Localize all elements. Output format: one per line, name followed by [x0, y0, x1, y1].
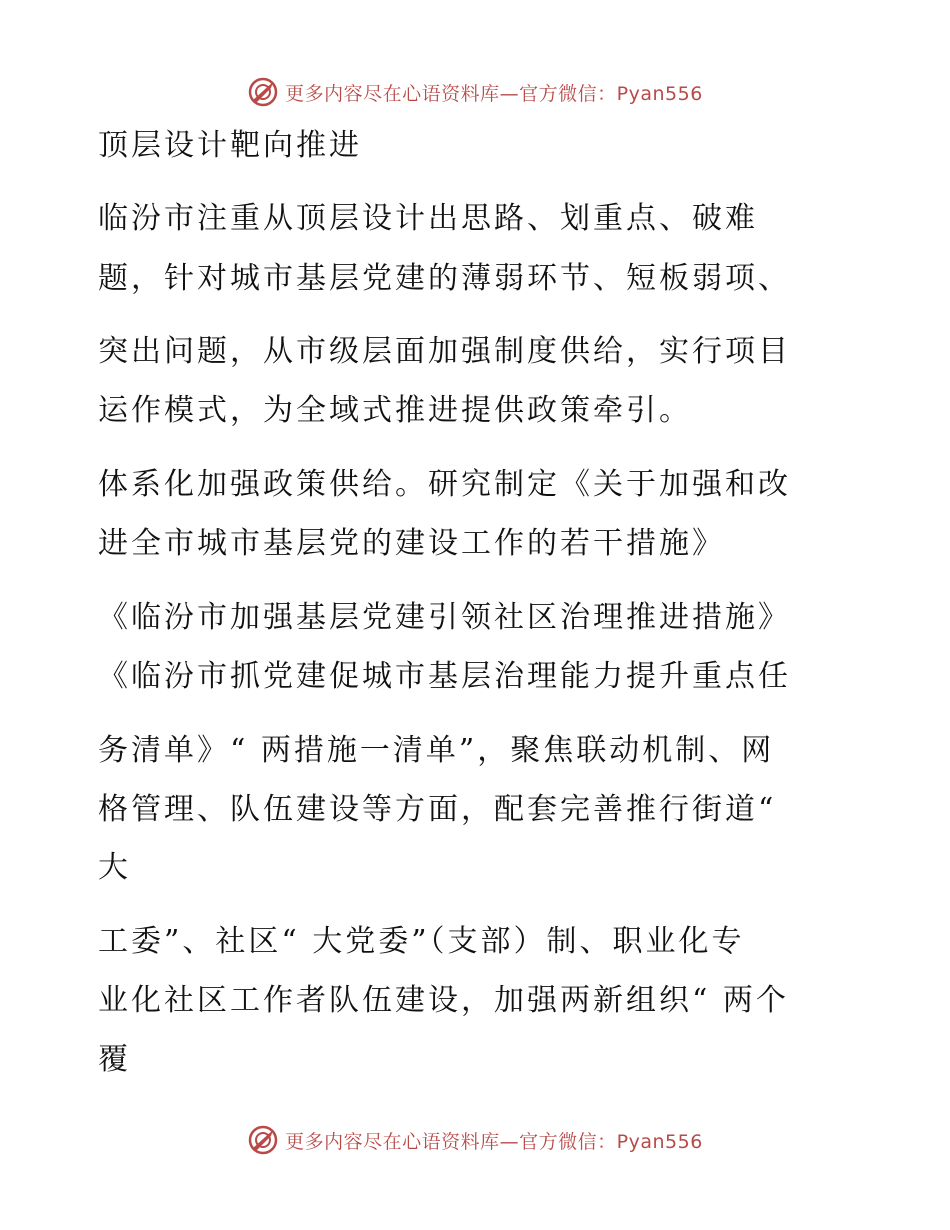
body-line: 题，针对城市基层党建的薄弱环节、短板弱项、: [98, 261, 791, 296]
body-line: 业化社区工作者队伍建设，加强两新组织“ 两个: [98, 983, 789, 1018]
body-line: 工委”、社区“ 大党委”（支部）制、职业化专: [98, 924, 745, 959]
header-banner-text: 更多内容尽在心语资料库—官方微信：Pyan556: [285, 82, 703, 105]
footer-banner: [0, 1120, 950, 1160]
body-line: 临汾市注重从顶层设计出思路、划重点、破难: [98, 201, 758, 236]
brand-logo-icon: [247, 1124, 279, 1156]
body-line: 《临汾市加强基层党建引领社区治理推进措施》: [98, 600, 791, 635]
body-line: 《临汾市抓党建促城市基层治理能力提升重点任: [98, 659, 791, 694]
body-line: 顶层设计靶向推进: [98, 128, 362, 163]
body-line: 覆: [98, 1042, 131, 1077]
header-banner: [0, 72, 950, 112]
body-line: 运作模式，为全域式推进提供政策牵引。: [98, 393, 692, 428]
footer-banner-text: 更多内容尽在心语资料库—官方微信：Pyan556: [285, 1130, 703, 1153]
body-line: 突出问题，从市级层面加强制度供给，实行项目: [98, 334, 791, 369]
body-line: 进全市城市基层党的建设工作的若干措施》: [98, 526, 725, 561]
body-line: 体系化加强政策供给。研究制定《关于加强和改: [98, 467, 791, 502]
body-line: 务清单》“ 两措施一清单”，聚焦联动机制、网: [98, 733, 775, 768]
brand-logo-icon: [247, 76, 279, 108]
body-line: 格管理、队伍建设等方面，配套完善推行街道“: [98, 792, 777, 827]
body-line: 大: [98, 850, 131, 885]
